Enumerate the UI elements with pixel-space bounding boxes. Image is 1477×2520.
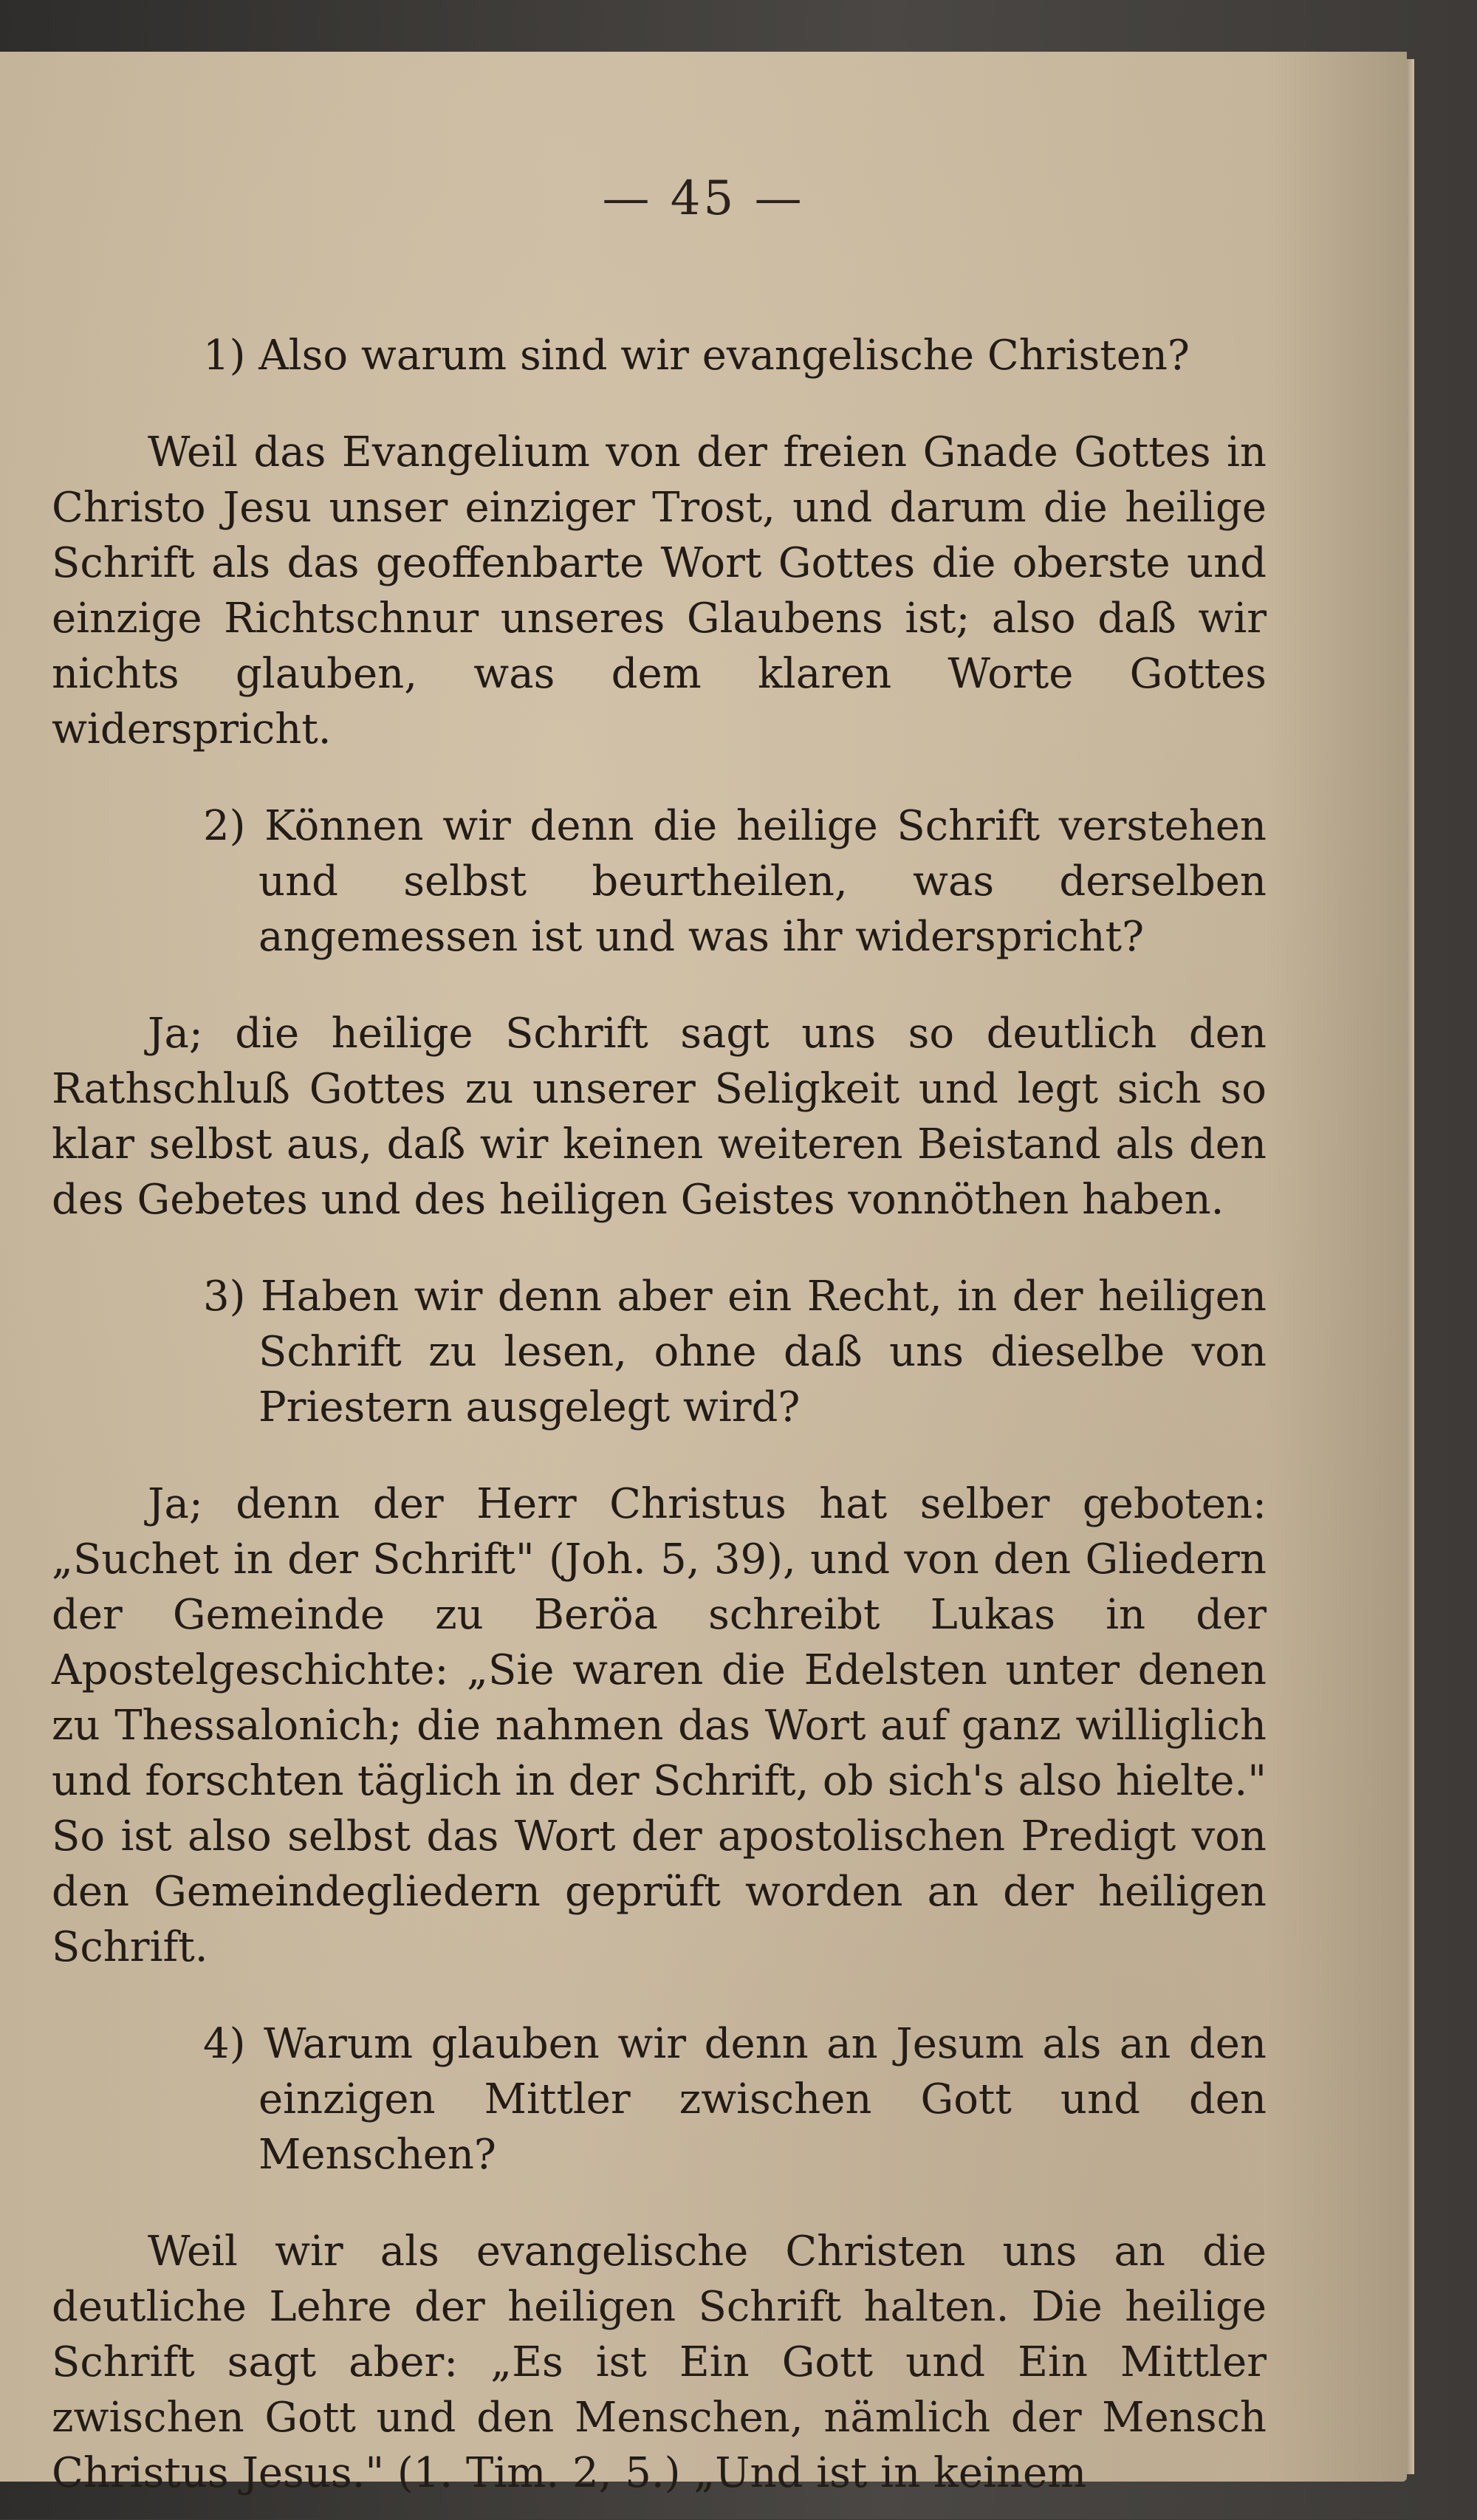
answer-2: Ja; die heilige Schrift sagt uns so deutlich den Rathschluß Gottes zu unserer Seligkeit und legt sich so klar selbst aus, daß wir keinen weiteren Beistand als den des Gebetes und des heiligen Geistes vonnöthen haben.	[52, 1010, 1267, 1224]
answer-3: Ja; denn der Herr Christus hat selber geboten: „Suchet in der Schrift" (Joh. 5, 39), und von den Gliedern der Gemeinde zu Beröa schreibt Lukas in der Apostelgeschichte: „Sie waren die Edelsten unter denen zu Thessalonich; die nahmen das Wort auf ganz williglich und forschten täglich in der Schrift, ob sich's also hielte." So ist also selbst das Wort der apostolischen Predigt von den Gemeindegliedern geprüft worden an der heiligen Schrift.	[52, 1480, 1267, 1971]
answer-4: Weil wir als evangelische Christen uns an die deutliche Lehre der heiligen Schrift halten. Die heilige Schrift sagt aber: „Es ist Ein Gott und Ein Mittler zwischen Gott und den Menschen, nämlich der Mensch Christus Jesus." (1. Tim. 2, 5.) „Und ist in keinem	[52, 2228, 1267, 2497]
question-1: 1) Also warum sind wir evangelische Christen?	[203, 332, 1190, 380]
text-block	[52, 287, 1267, 2520]
question-3: 3) Haben wir denn aber ein Recht, in der heiligen Schrift zu lesen, ohne daß uns dieselbe von Priestern ausgelegt wird?	[203, 1273, 1267, 1431]
answer-1: Weil das Evangelium von der freien Gnade Gottes in Christo Jesu unser einziger Trost, und darum die heilige Schrift als das geoffenbarte Wort Gottes die oberste und einzige Richtschnur unseres Glaubens ist; also daß wir nichts glauben, was dem klaren Worte Gottes widerspricht.	[52, 428, 1267, 753]
question-4: 4) Warum glauben wir denn an Jesum als an den einzigen Mittler zwischen Gott und den Menschen?	[203, 2020, 1267, 2179]
question-2: 2) Können wir denn die heilige Schrift verstehen und selbst beurtheilen, was derselben angemessen ist und was ihr widerspricht?	[203, 802, 1267, 961]
page-number: — 45 —	[602, 171, 805, 226]
